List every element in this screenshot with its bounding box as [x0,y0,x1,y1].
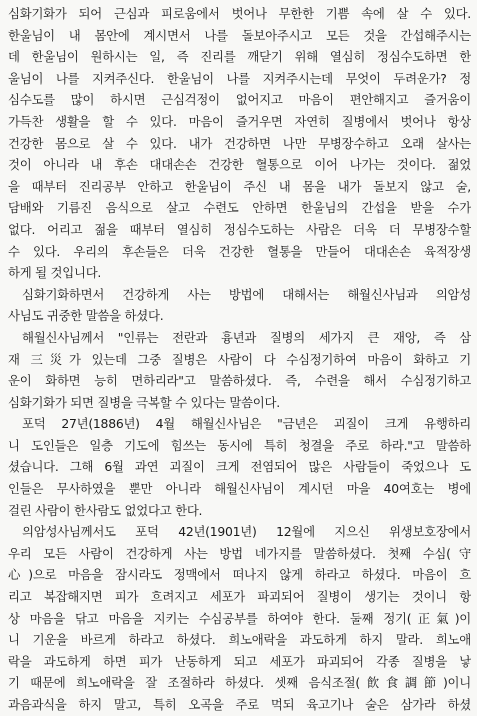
text-line: 걸린 사람이 한사람도 없었다고 한다. [8,502,203,518]
text-line: 心)으로 마음을 잠시라도 정맥에서 떠나지 않게 하라고 하셨다. 마음이 흐 [8,567,471,583]
text-line: 과음과식을 하지 말고, 특히 오곡을 주로 먹되 육고기나 술은 삼가라 하셨 [8,697,471,712]
text-line: 니 도인들은 일층 기도에 힘쓰는 동시에 특히 청결을 주로 하라."고 말씀하 [8,437,471,453]
text-line: 것이 아니라 내 후손 대대손손 건강한 혈통으로 이어 나가는 것이다. 젊었 [8,157,471,173]
text-line: 심화기화가 되어 근심과 피로움에서 벗어나 무한한 기쁨 속에 살 수 있다. [8,6,471,21]
text-line: 수 있다. 우리의 후손들은 더욱 건강한 혈통을 만들어 대대손손 육적장생 [8,243,471,259]
text-line: 해월신사님께서 "인류는 전란과 흉년과 질병의 세가지 큰 재앙, 즉 삼 [22,329,471,345]
text-line: 을 때부터 진리공부 안하고 한울님이 주신 내 몸을 내가 돌보지 않고 술, [8,178,471,194]
text-line: 심화기화가 되면 질병을 극복할 수 있다는 말씀이다. [8,394,280,410]
text-line: 기 때문에 희노애락을 잘 조절하라 하셨다. 셋째 음식조절(飮食調節)이니 [8,675,471,691]
text-line: 포덕 27년(1886년) 4월 해월신사님은 "금년은 괴질이 크게 유행하리 [22,416,471,432]
text-line: 데 한울님이 원하시는 일, 즉 진리를 깨닫기 위해 열심히 정심수도하면 한 [8,49,471,65]
text-line: 하게 될 것입니다. [8,265,102,281]
text-line: 니 기운을 바르게 하라고 하셨다. 희노애락을 과도하게 하지 말라. 희노애 [8,632,471,648]
text-line: 가득찬 생활을 할 수 있다. 마음이 즐거우면 자연히 질병에서 벗어나 항상 [8,113,471,129]
text-line: 심수도를 많이 하시면 근심걱정이 없어지고 마음이 편안해지고 즐거움이 [8,92,471,108]
document-body [8,3,471,716]
text-line: 건강한 몸으로 살 수 있다. 내가 건강하면 나만 무병장수하고 오래 살사는 [8,135,471,151]
text-line: 운이 화하면 능히 면하리라"고 말씀하셨다. 즉, 수련을 해서 수심정기하고 [8,373,471,389]
text-line: 한울님이 내 몸안에 계시면서 나를 돌보아주시고 모든 것을 간섭해주시는 [8,27,471,43]
text-line: 울님이 나를 지켜주신다. 한울님이 나를 지켜주시는데 무엇이 두려운가? 정 [8,70,471,86]
text-line: 담배와 기름진 음식으로 살고 수련도 안하면 한울님의 간섭을 받을 수가 [8,200,471,216]
text-line: 없다. 어리고 젊을 때부터 열심히 정심수도하는 사람은 더욱 더 무병장수할 [8,221,471,237]
text-line: 심화기화하면서 건강하게 사는 방법에 대해서는 해월신사님과 의암성 [22,286,471,302]
text-line: 사님도 귀중한 말씀을 하셨다. [8,308,164,324]
text-line: 우리 모든 사람이 건강하게 사는 방법 네가지를 말씀하셨다. 첫째 수심(守 [8,545,471,561]
text-line: 리고 복잡해지면 피가 흐려지고 세포가 파괴되어 질병이 생기는 것이니 항 [8,589,471,605]
text-line: 셨습니다. 그해 6월 과연 괴질이 크게 전염되어 많은 사람들이 죽었으나 도 [8,459,471,475]
text-line: 인들은 무사하였을 뿐만 아니라 해월신사님이 계시던 마을 40여호는 병에 [8,481,471,497]
text-line: 의암성사님께서도 포덕 42년(1901년) 12월에 지으신 위생보호장에서 [22,524,471,540]
text-line: 락을 과도하게 하면 피가 난동하게 되고 세포가 파괴되어 각종 질병을 낳 [8,653,471,669]
text-line: 상 마음을 닦고 마음을 지키는 수심공부를 하여야 한다. 둘째 정기(正氣)이 [8,610,471,626]
text-line: 재 三災가 있는데 그중 질병은 사람이 다 수심정기하여 마음이 화하고 기 [8,351,471,367]
